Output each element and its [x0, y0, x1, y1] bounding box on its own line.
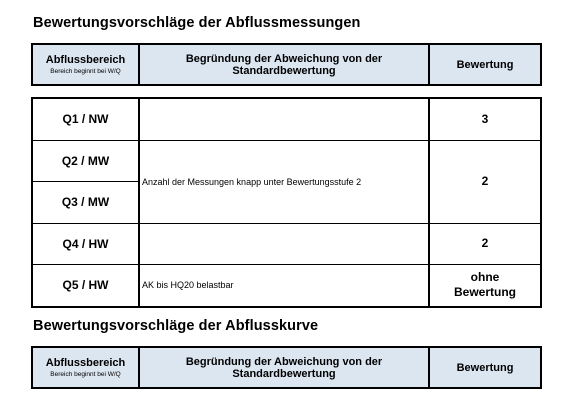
range-cell: Q3 / MW [32, 181, 139, 223]
header-range-cell [32, 44, 139, 85]
rating-cell: 2 [429, 140, 541, 223]
header-reason-line2: Standardbewertung [232, 367, 336, 380]
measurements-section-title: Bewertungsvorschläge der Abflussmessungen [33, 15, 361, 31]
measurements-header-table [31, 43, 542, 86]
table-row [32, 98, 541, 140]
rating-line1: ohne [470, 270, 500, 285]
header-range-title: Abflussbereich [45, 54, 126, 66]
header-range-subtitle: Bereich beginnt bei W/Q [50, 68, 121, 75]
range-cell: Q2 / MW [32, 140, 139, 181]
header-reason-cell [139, 44, 429, 85]
reason-cell: AK bis HQ20 belastbar [139, 264, 429, 307]
reason-cell [139, 223, 429, 264]
range-cell: Q4 / HW [32, 223, 139, 264]
range-cell: Q1 / NW [32, 98, 139, 140]
header-reason-line1: Begründung der Abweichung von der [185, 355, 383, 368]
table-row [32, 223, 541, 264]
header-range-cell [32, 347, 139, 388]
reason-cell: Anzahl der Messungen knapp unter Bewertungsstufe 2 [139, 140, 429, 223]
rating-line2: Bewertung [453, 285, 516, 300]
curve-section-title: Bewertungsvorschläge der Abflusskurve [33, 318, 319, 334]
header-range-title: Abflussbereich [45, 357, 126, 369]
rating-cell: 2 [429, 223, 541, 264]
table-row [32, 140, 541, 181]
header-reason-line2: Standardbewertung [232, 64, 336, 77]
curve-header-table [31, 346, 542, 389]
reason-cell [139, 98, 429, 140]
range-cell: Q5 / HW [32, 264, 139, 307]
header-range-subtitle: Bereich beginnt bei W/Q [50, 371, 121, 378]
rating-cell: 3 [429, 98, 541, 140]
measurements-body-table [31, 97, 542, 308]
header-rating-cell [429, 347, 541, 388]
header-reason-line1: Begründung der Abweichung von der [185, 52, 383, 65]
table-row [32, 264, 541, 307]
header-rating-title: Bewertung [456, 361, 514, 374]
header-reason-cell [139, 347, 429, 388]
header-rating-cell [429, 44, 541, 85]
rating-cell [429, 264, 541, 307]
header-rating-title: Bewertung [456, 58, 514, 71]
